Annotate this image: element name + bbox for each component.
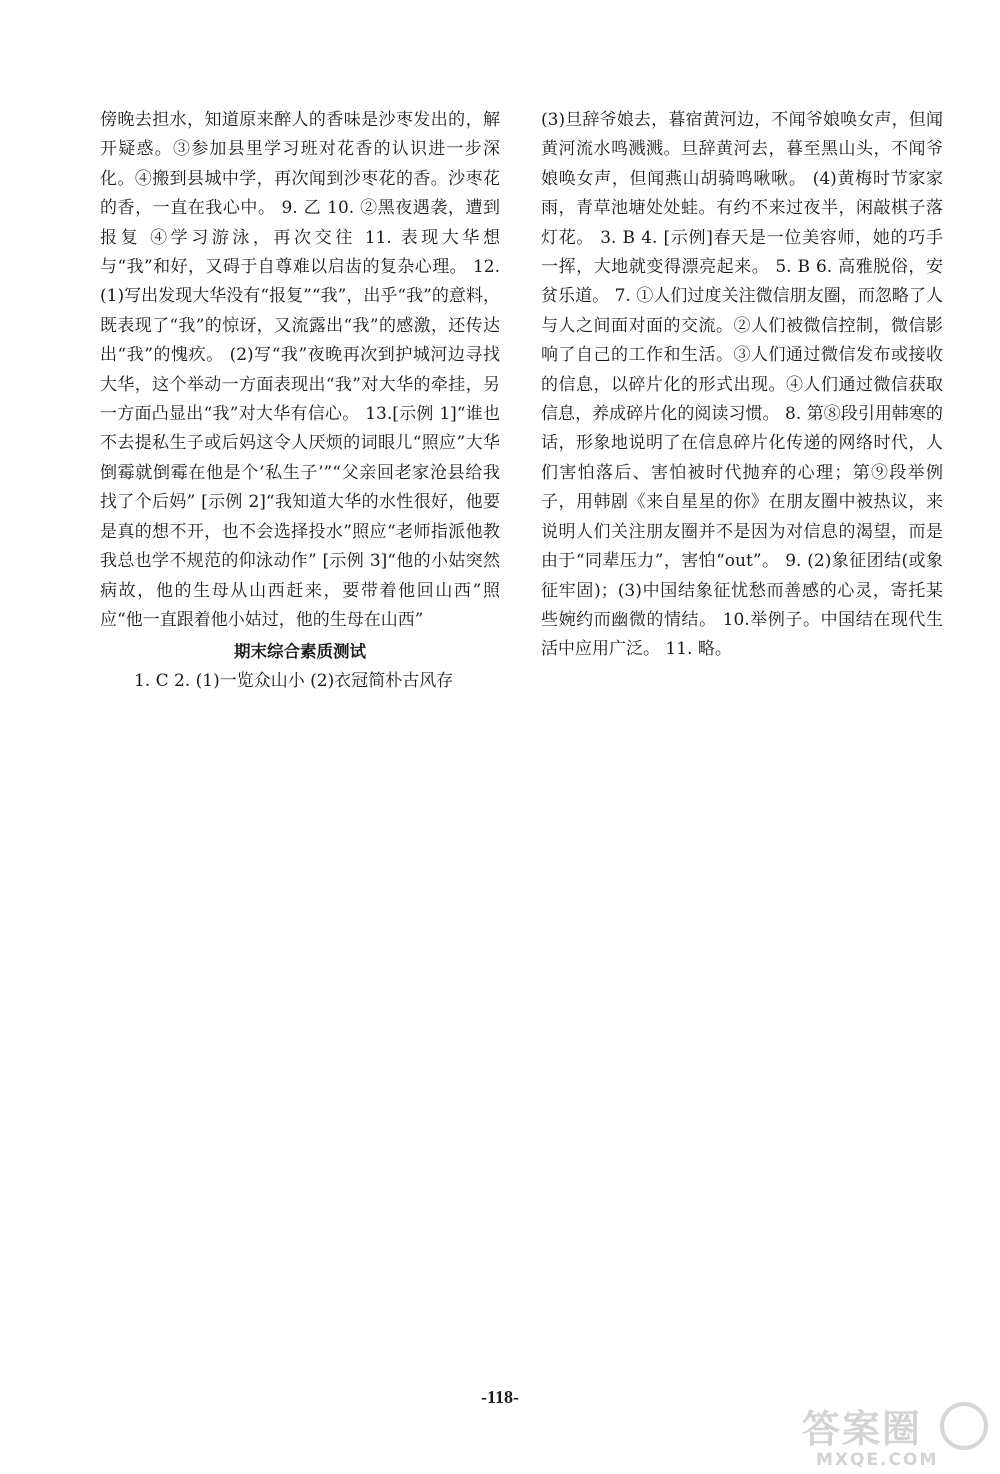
- left-column-text: 傍晚去担水，知道原来醉人的香味是沙枣发出的，解开疑惑。③参加县里学习班对花香的认识进一步深化。④搬到县城中学，再次闻到沙枣花的香。沙枣花的香，一直在我心中。 9. 乙 10. ②黑夜遇袭，遭到报复 ④学习游泳，再次交往 11. 表现大华想与“我”和好，又碍于自尊难以启齿的复杂心理。 12. (1)写出发现大华没有“报复”“我”，出乎“我”的意料，既表现了“我”的惊讶，又流露出“我”的感激，还传达出“我”的愧疚。 (2)写“我”夜晚再次到护城河边寻找大华，这个举动一方面表现出“我”对大华的牵挂，另一方面凸显出“我”对大华有信心。 13.[示例 1]“谁也不去提私生子或后妈这令人厌烦的词眼儿“照应”大华倒霉就倒霉在他是个‘私生子’”“父亲回老家沧县给我找了个后妈” [示例 2]“我知道大华的水性很好，他要是真的想不开，也不会选择投水”照应“老师指派他教我总也学不规范的仰泳动作” [示例 3]“他的小姑突然病故，他的生母从山西赶来，要带着他回山西”照应“他一直跟着他小姑过，他的生母在山西”: [100, 110, 500, 630]
- left-column: [100, 106, 500, 696]
- watermark-circle-icon: [940, 1402, 988, 1450]
- right-column-text: (3)旦辞爷娘去，暮宿黄河边，不闻爷娘唤女声，但闻黄河流水鸣溅溅。旦辞黄河去，暮至黑山头，不闻爷娘唤女声，但闻燕山胡骑鸣啾啾。 (4)黄梅时节家家雨，青草池塘处处蛙。有约不来过夜半，闲敲棋子落灯花。 3. B 4. [示例]春天是一位美容师，她的巧手一挥，大地就变得漂亮起来。 5. B 6. 高雅脱俗，安贫乐道。 7. ①人们过度关注微信朋友圈，而忽略了人与人之间面对面的交流。②人们被微信控制，微信影响了自己的工作和生活。③人们通过微信发布或接收的信息，以碎片化的形式出现。④人们通过微信获取信息，养成碎片化的阅读习惯。 8. 第⑧段引用韩寒的话，形象地说明了在信息碎片化传递的网络时代，人们害怕落后、害怕被时代抛弃的心理；第⑨段举例子，用韩剧《来自星星的你》在朋友圈中被热议，来说明人们关注朋友圈并不是因为对信息的渴望，而是由于“同辈压力”，害怕“out”。 9. (2)象征团结(或象征牢固)；(3)中国结象征忧愁而善感的心灵，寄托某些婉约而幽微的情结。 10.举例子。中国结在现代生活中应用广泛。 11. 略。: [541, 110, 943, 660]
- page-number: -118-: [481, 1387, 519, 1407]
- right-column: [541, 106, 943, 665]
- watermark-url: MXQE.COM: [816, 1450, 939, 1470]
- section-heading: 期末综合素质测试: [234, 642, 366, 662]
- section-text: 1. C 2. (1)一览众山小 (2)衣冠简朴古风存: [134, 670, 454, 691]
- watermark-text: 答案圈: [802, 1407, 923, 1451]
- watermark-logo: [790, 1398, 990, 1472]
